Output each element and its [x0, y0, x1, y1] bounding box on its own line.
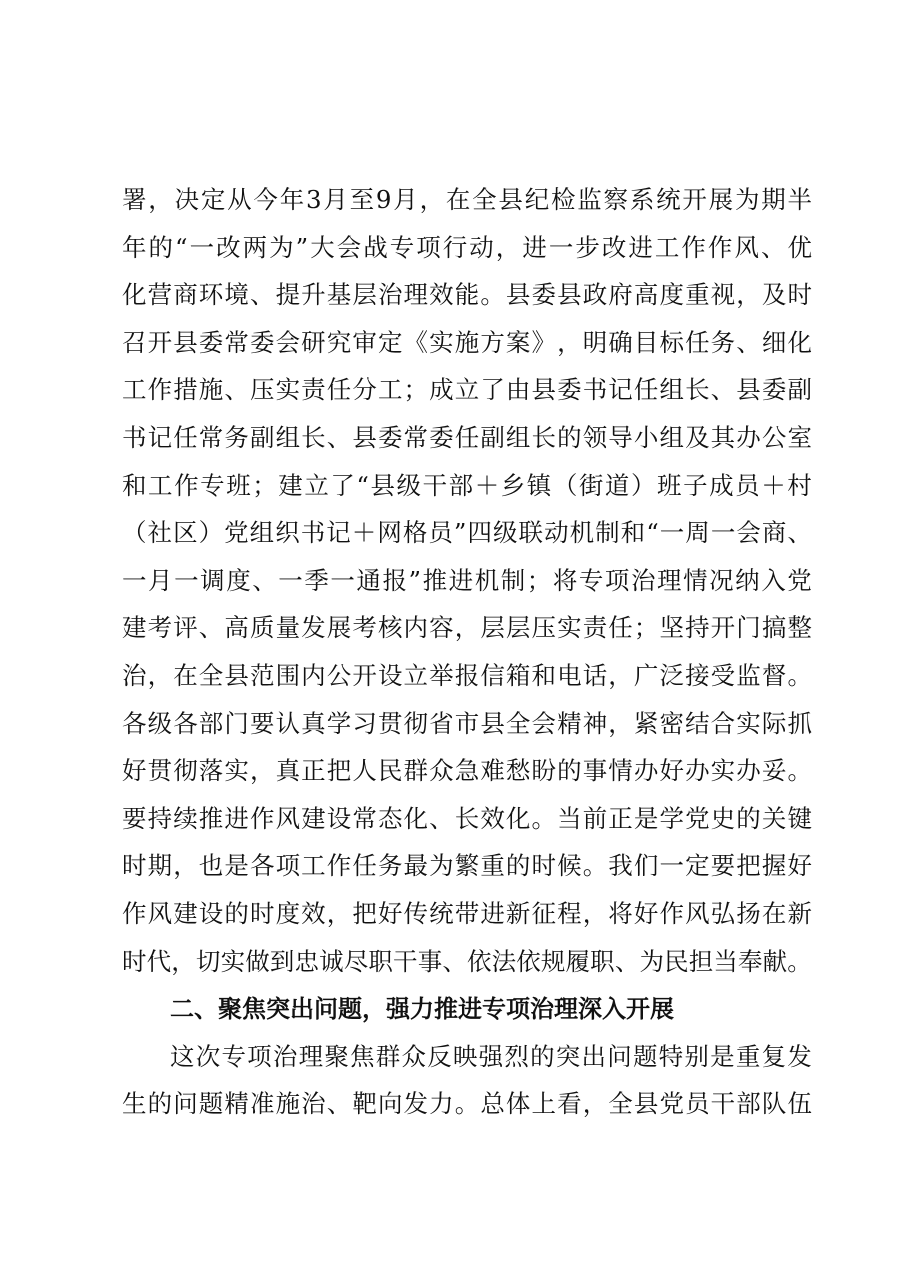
text-line: 作 风 建 设 的 时 度 效 ， 把 好 传 统 带 进 新 征 程 ， 将 好 作 风 弘 扬 在 新: [122, 898, 812, 928]
text-line: 书 记 任 常 务 副 组 长 、 县 委 常 委 任 副 组 长 的 领 导 小 组 及 其 办 公 室: [122, 422, 812, 452]
section-heading: 二、聚焦突出问题，强力推进专项治理深入开展: [170, 995, 674, 1024]
document-body: [122, 179, 812, 1131]
text-line: 召 开 县 委 常 委 会 研 究 审 定 《 实 施 方 案 》 ， 明 确 目 标 任 务 、 细 化: [122, 327, 812, 357]
text-line: 生 的 问 题 精 准 施 治 、 靶 向 发 力 。 总 体 上 看 ， 全 县 党 员 干 部 队 伍: [122, 1089, 812, 1119]
text-line: 一 月 一 调 度 、 一 季 一 通 报 ” 推 进 机 制 ； 将 专 项 治 理 情 况 纳 入 党: [122, 565, 812, 595]
text-line: 时 期 ， 也 是 各 项 工 作 任 务 最 为 繁 重 的 时 候 。 我 们 一 定 要 把 握 好: [122, 851, 812, 881]
text-line: 年 的 “ 一 改 两 为 ” 大 会 战 专 项 行 动 ， 进 一 步 改 进 工 作 作 风 、 优: [122, 232, 812, 262]
text-line: 和 工 作 专 班 ； 建 立 了 “ 县 级 干 部 ＋ 乡 镇 （ 街 道 ） 班 子 成 员 ＋ 村: [122, 470, 812, 500]
text-line: 署 ， 决 定 从 今 年 3 月 至 9 月 ， 在 全 县 纪 检 监 察 系 统 开 展 为 期 半: [122, 185, 812, 214]
text-line: （ 社 区 ） 党 组 织 书 记 ＋ 网 格 员 ” 四 级 联 动 机 制 和 “ 一 周 一 会 商 、: [122, 518, 812, 548]
text-line: 治 ， 在 全 县 范 围 内 公 开 设 立 举 报 信 箱 和 电 话 ， 广 泛 接 受 监 督 。: [122, 660, 812, 690]
text-line: 好 贯 彻 落 实 ， 真 正 把 人 民 群 众 急 难 愁 盼 的 事 情 办 好 办 实 办 妥 。: [122, 756, 812, 786]
text-line: 各 级 各 部 门 要 认 真 学 习 贯 彻 省 市 县 全 会 精 神 ， 紧 密 结 合 实 际 抓: [122, 708, 812, 738]
paragraph-first-line: 这 次 专 项 治 理 聚 焦 群 众 反 映 强 烈 的 突 出 问 题 特 别 是 重 复 发: [170, 1041, 812, 1071]
text-line: 时 代 ， 切 实 做 到 忠 诚 尽 职 干 事 、 依 法 依 规 履 职 、 为 民 担 当 奉 献 。: [122, 946, 812, 976]
text-line: 化 营 商 环 境 、 提 升 基 层 治 理 效 能 。 县 委 县 政 府 高 度 重 视 ， 及 时: [122, 280, 812, 310]
text-line: 建 考 评 、 高 质 量 发 展 考 核 内 容 ， 层 层 压 实 责 任 ； 坚 持 开 门 搞 整: [122, 613, 812, 643]
text-line: 要 持 续 推 进 作 风 建 设 常 态 化 、 长 效 化 。 当 前 正 是 学 党 史 的 关 键: [122, 803, 812, 833]
text-line: 工 作 措 施 、 压 实 责 任 分 工 ； 成 立 了 由 县 委 书 记 任 组 长 、 县 委 副: [122, 375, 812, 405]
